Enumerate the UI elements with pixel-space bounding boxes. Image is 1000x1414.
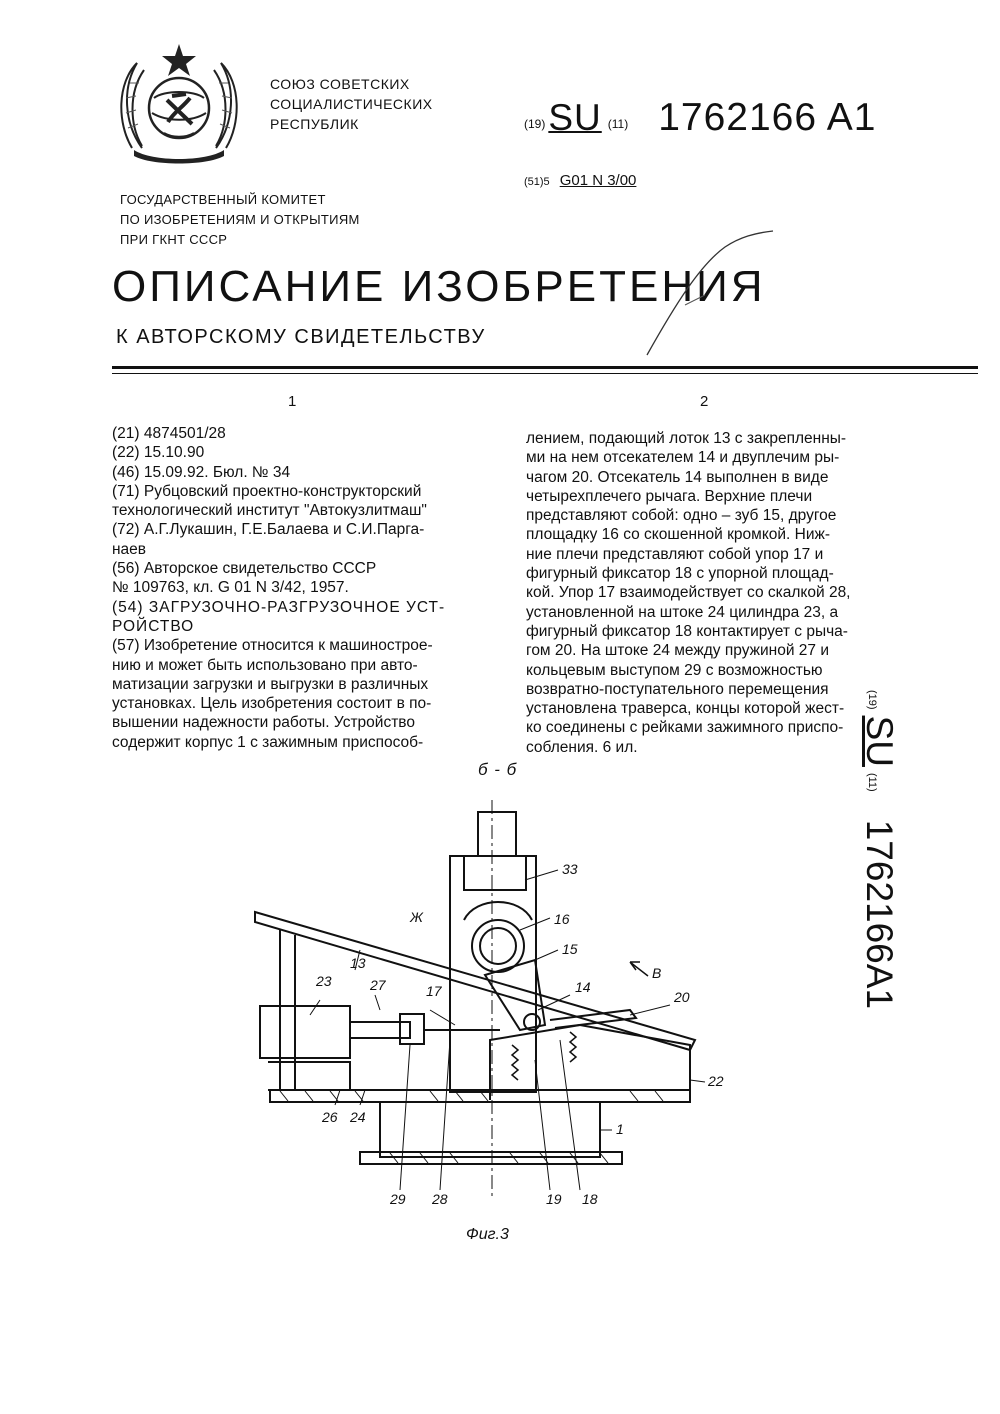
text-line: РОЙСТВО <box>112 617 195 635</box>
text-line: № 109763, кл. G 01 N 3/42, 1957. <box>112 579 349 597</box>
country-code: SU <box>548 97 602 138</box>
part-label: 18 <box>582 1191 598 1207</box>
side-publication-code <box>858 690 900 1050</box>
part-label: 24 <box>350 1109 366 1125</box>
inid-code-51: (51)5 <box>524 176 550 188</box>
view-arrow-label: В <box>652 965 662 981</box>
part-label: 14 <box>575 979 591 995</box>
text-line: лением, подающий лоток 13 с закрепленны- <box>526 430 847 447</box>
part-label: 19 <box>546 1191 562 1207</box>
frame-column <box>450 856 536 1092</box>
text-line: (54) ЗАГРУЗОЧНО-РАЗГРУЗОЧНОЕ УСТ- <box>112 598 446 616</box>
document-title: ОПИСАНИЕ ИЗОБРЕТЕНИЯ <box>112 262 766 311</box>
text-line: (72) А.Г.Лукашин, Г.Е.Балаева и С.И.Парга- <box>112 521 425 539</box>
support-leg <box>380 1102 600 1157</box>
part-label: 1 <box>616 1121 624 1137</box>
part-label: 13 <box>350 955 366 971</box>
text-line: содержит корпус 1 с зажимным приспособ- <box>112 733 424 751</box>
part-label: 33 <box>562 861 578 877</box>
committee-line: ПО ИЗОБРЕТЕНИЯМ И ОТКРЫТИЯМ <box>120 212 360 227</box>
text-line: представляют собой: одно – зуб 15, другое <box>526 507 837 525</box>
text-line: (56) Авторское свидетельство СССР <box>112 560 377 578</box>
side-patent-number: 1762166A1 <box>859 819 900 1010</box>
union-line: СОЮЗ СОВЕТСКИХ <box>270 76 410 92</box>
side-inid-code-11: (11) <box>866 772 878 792</box>
text-line: установлена траверса, концы которой жест- <box>526 700 845 718</box>
text-line: ми на нем отсекателем 14 и двуплечим ры- <box>526 449 840 467</box>
union-line: СОЦИАЛИСТИЧЕСКИХ <box>270 96 433 112</box>
text-line: площадку 16 со скошенной кромкой. Ниж- <box>526 526 831 544</box>
text-line: четырехплечего рычага. Верхние плечи <box>526 487 813 505</box>
text-line: установленной на штоке 24 цилиндра 23, а <box>526 603 839 621</box>
text-line: наев <box>112 540 147 558</box>
header-rule <box>112 366 978 369</box>
right-column <box>526 429 851 757</box>
side-inid-code-19: (19) <box>866 690 878 710</box>
text-line: матизации загрузки и выгрузки в различных <box>112 675 429 693</box>
technical-drawing <box>250 800 760 1210</box>
view-arrow-icon <box>630 962 648 976</box>
part-label: 22 <box>708 1073 724 1089</box>
column-number-right: 2 <box>700 393 709 410</box>
part-label: 28 <box>432 1191 448 1207</box>
part-label: 15 <box>562 941 578 957</box>
text-line: (21) 4874501/28 <box>112 425 226 442</box>
lower-housing <box>490 1025 690 1100</box>
text-line: собления. 6 ил. <box>526 738 638 756</box>
text-line: ние плечи представляют собой упор 17 и <box>526 545 824 563</box>
cylinder-23 <box>260 1006 350 1058</box>
text-line: кольцевым выступом 29 с возможностью <box>526 661 823 679</box>
detail-label: Ж <box>410 909 423 925</box>
tube-inner <box>480 928 516 964</box>
part-label: 23 <box>316 973 332 989</box>
publication-number <box>524 96 876 140</box>
text-line: (71) Рубцовский проектно-конструкторский <box>112 482 422 500</box>
text-line: ко соединены с рейками зажимного приспо- <box>526 719 844 737</box>
clamp-33 <box>464 902 532 920</box>
text-line: (46) 15.09.92. Бюл. № 34 <box>112 463 291 481</box>
part-label: 17 <box>426 983 442 999</box>
pen-stroke-mark <box>645 225 775 360</box>
text-line: гом 20. На штоке 24 между пружиной 27 и <box>526 642 829 660</box>
text-line: кой. Упор 17 взаимодействует со скалкой 28, <box>526 584 851 602</box>
part-label: 16 <box>554 911 570 927</box>
ipc-value: G01 N 3/00 <box>559 172 637 189</box>
part-label: 29 <box>390 1191 406 1207</box>
collar-29 <box>400 1014 424 1044</box>
text-line: нию и может быть использовано при авто- <box>112 656 418 674</box>
text-line: чагом 20. Отсекатель 14 выполнен в виде <box>526 468 829 486</box>
column-number-left: 1 <box>288 393 297 410</box>
text-line: возвратно-поступательного перемещения <box>526 680 829 698</box>
side-country-code: SU <box>859 715 900 767</box>
header-rule-thin <box>112 373 978 374</box>
part-label: 20 <box>674 989 690 1005</box>
yoke <box>464 856 526 890</box>
patent-number: 1762166 A1 <box>658 96 877 139</box>
spring-19 <box>512 1045 518 1080</box>
text-line: технологический институт "Автокузлитмаш" <box>112 502 427 520</box>
committee-line: ПРИ ГКНТ СССР <box>120 232 228 247</box>
part-label: 26 <box>322 1109 338 1125</box>
text-line: фигурный фиксатор 18 контактирует с рыча- <box>526 622 848 640</box>
figure-caption: Фиг.3 <box>466 1226 509 1243</box>
committee-name <box>120 190 360 250</box>
spring-18 <box>570 1032 576 1062</box>
text-line: (57) Изобретение относится к машинострое- <box>112 637 433 655</box>
part-label: 27 <box>370 977 386 993</box>
section-label: б - б <box>478 760 518 779</box>
document-subtitle: К АВТОРСКОМУ СВИДЕТЕЛЬСТВУ <box>116 326 486 348</box>
text-line: вышении надежности работы. Устройство <box>112 714 415 732</box>
union-name <box>270 74 433 134</box>
union-line: РЕСПУБЛИК <box>270 116 359 132</box>
motor-box <box>478 812 516 856</box>
text-line: установках. Цель изобретения состоит в по- <box>112 695 432 713</box>
committee-line: ГОСУДАРСТВЕННЫЙ КОМИТЕТ <box>120 192 326 207</box>
text-line: фигурный фиксатор 18 с упорной площад- <box>526 565 834 583</box>
ipc-classification <box>524 172 636 189</box>
left-column <box>112 424 445 752</box>
inid-code-11: (11) <box>607 117 629 131</box>
ussr-emblem-icon <box>112 38 246 166</box>
text-line: (22) 15.10.90 <box>112 444 205 462</box>
inid-code-19: (19) <box>524 117 546 131</box>
